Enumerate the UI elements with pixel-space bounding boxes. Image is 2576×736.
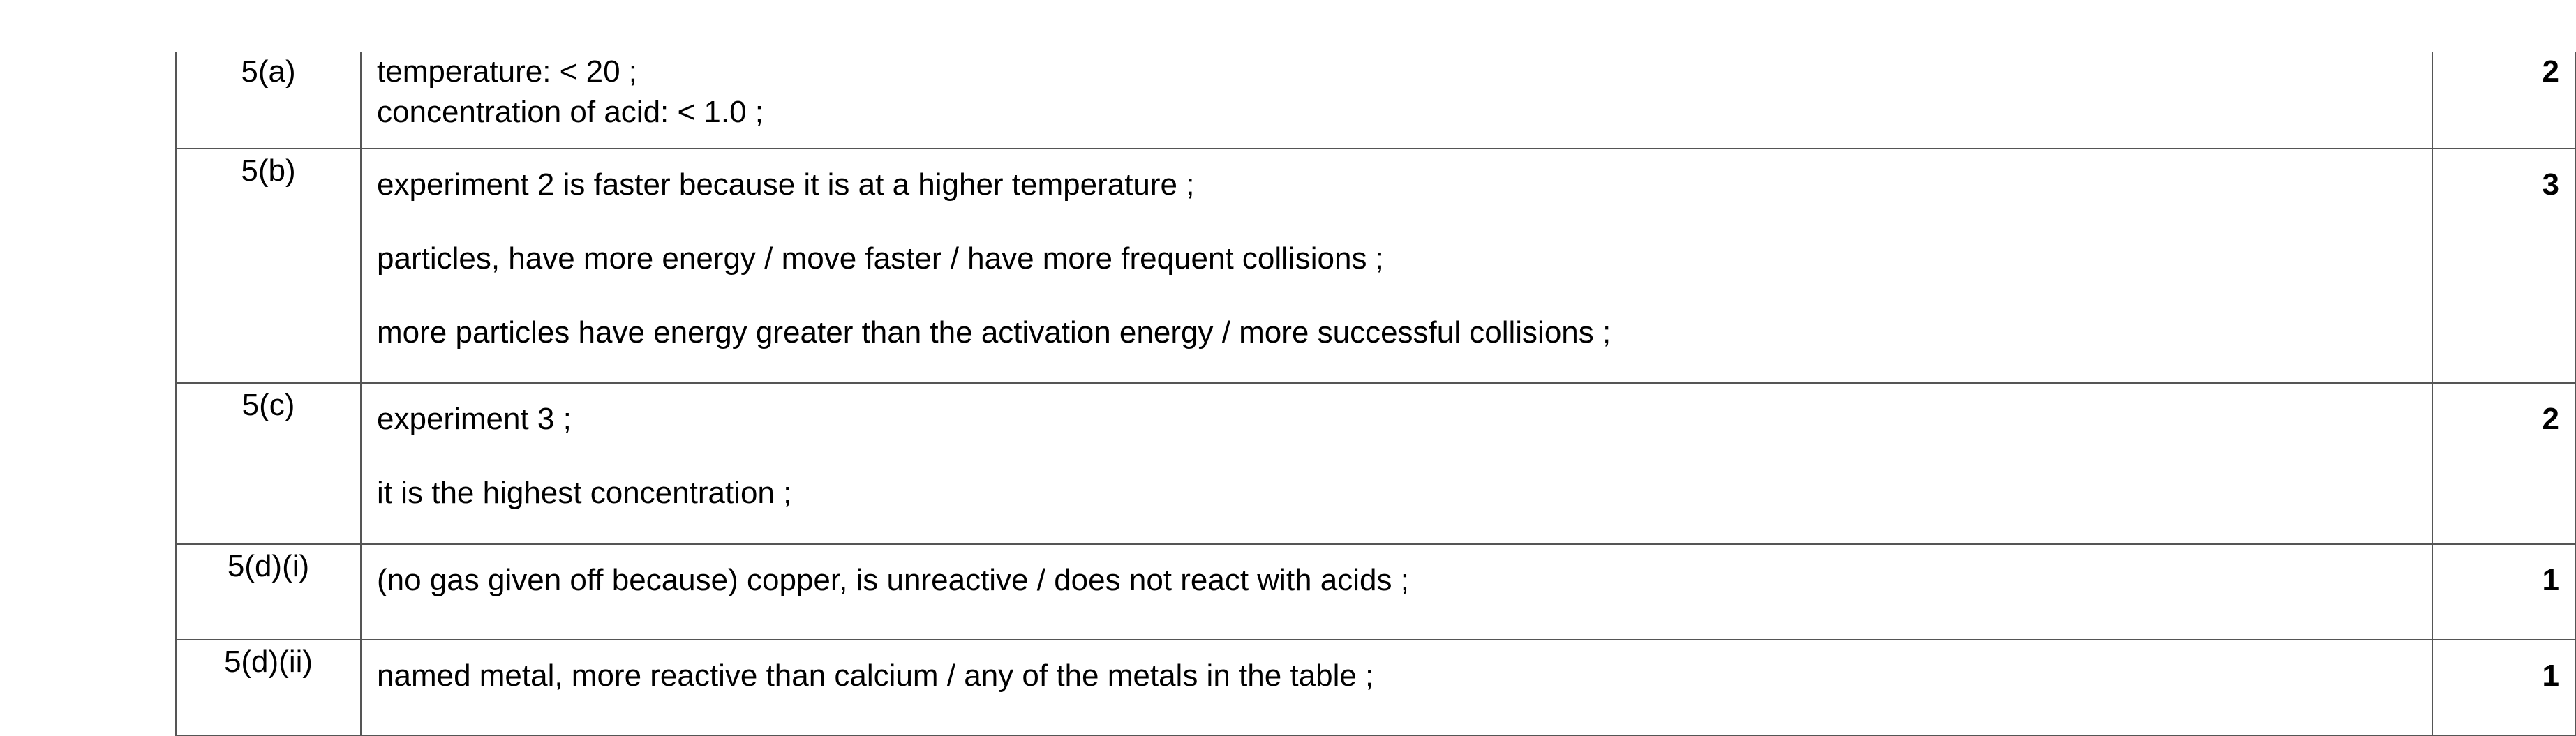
marks-cell: [2432, 544, 2575, 640]
question-number: [176, 640, 361, 735]
question-label: 5(b): [241, 153, 296, 188]
answer-cell: [361, 640, 2432, 735]
marks-cell: [2432, 383, 2575, 544]
answer-line: particles, have more energy / move faster / have more frequent collisions ;: [377, 241, 1384, 276]
table-row: [176, 383, 2575, 544]
answer-line: experiment 3 ;: [377, 402, 572, 436]
answer-cell: [361, 383, 2432, 544]
marks-value: 1: [2542, 659, 2559, 693]
table-row: [176, 149, 2575, 383]
question-label: 5(d)(i): [227, 549, 310, 583]
marks-value: 1: [2542, 563, 2559, 597]
answer-line: more particles have energy greater than the activation energy / more successful collisions ;: [377, 315, 1611, 350]
answer-cell: [361, 149, 2432, 383]
answer-cell: [361, 544, 2432, 640]
answer-cell: [361, 52, 2432, 149]
marks-value: 2: [2542, 402, 2559, 436]
marks-cell: [2432, 640, 2575, 735]
answer-line: it is the highest concentration ;: [377, 476, 792, 510]
table-row: [176, 640, 2575, 735]
question-label: 5(a): [241, 54, 296, 89]
marks-value: 2: [2542, 54, 2559, 89]
question-label: 5(d)(ii): [223, 645, 313, 679]
question-number: [176, 52, 361, 149]
question-number: [176, 383, 361, 544]
answer-line: concentration of acid: < 1.0 ;: [377, 95, 764, 129]
marks-cell: [2432, 149, 2575, 383]
table-row: [176, 52, 2575, 149]
marks-cell: [2432, 52, 2575, 149]
table-row: [176, 544, 2575, 640]
marks-value: 3: [2542, 167, 2559, 202]
answer-line: named metal, more reactive than calcium / any of the metals in the table ;: [377, 659, 1374, 693]
mark-scheme-table: [175, 52, 2576, 736]
question-number: [176, 149, 361, 383]
answer-line: (no gas given off because) copper, is unreactive / does not react with acids ;: [377, 563, 1409, 597]
question-label: 5(c): [241, 388, 295, 422]
question-number: [176, 544, 361, 640]
answer-line: temperature: < 20 ;: [377, 54, 637, 89]
answer-line: experiment 2 is faster because it is at a higher temperature ;: [377, 167, 1195, 202]
